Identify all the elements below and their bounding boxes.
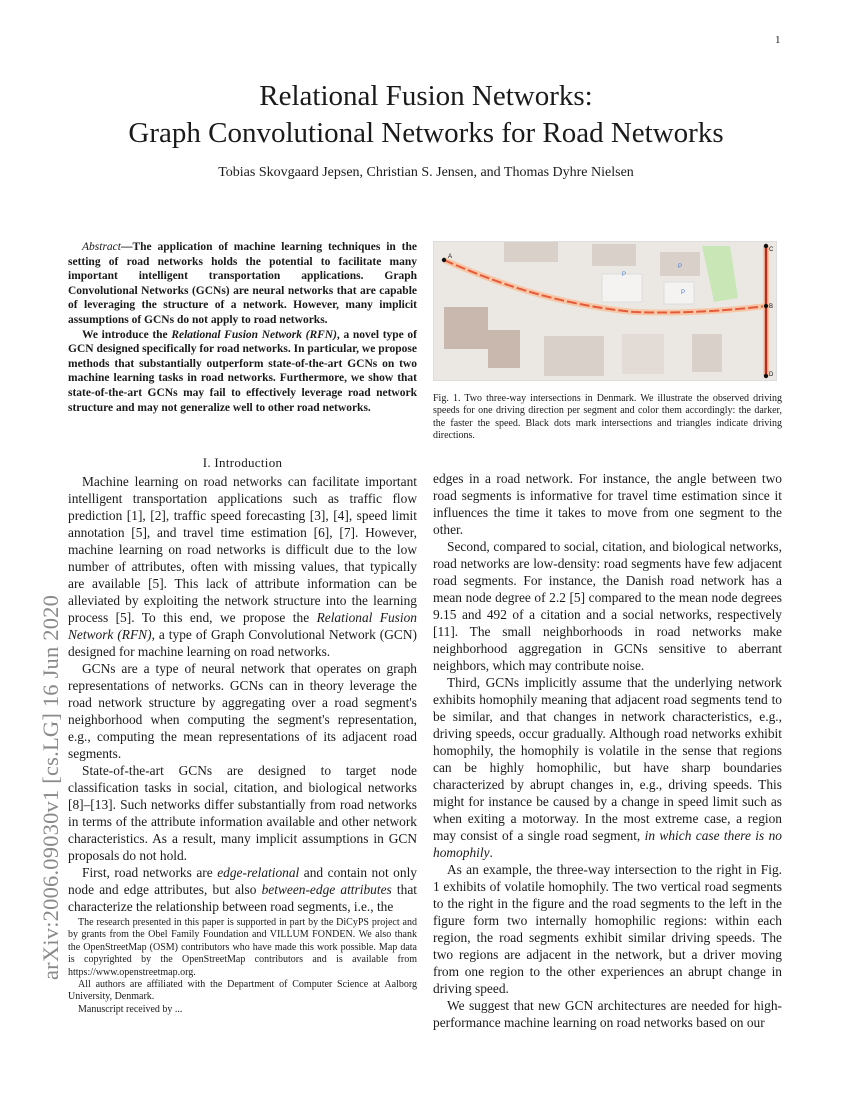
footnotes <box>68 917 417 1016</box>
abstract-paragraph-2 <box>68 328 417 416</box>
abstract-text-1: —The application of machine learning techniques in the setting of road networks holds the potential to facilitate many important intelligent transportation applications. Graph Convolutional Networks (GCNs) are neural networks that are capable of leveraging the structure of a network. However, many implicit assumptions of GCNs do not apply to road networks. <box>68 241 417 326</box>
body-paragraph: We suggest that new GCN architectures are needed for high-performance machine learning on road networks based on our <box>433 998 782 1030</box>
intersection-dot <box>764 374 768 378</box>
author-list: Tobias Skovgaard Jepsen, Christian S. Jensen, and Thomas Dyhre Nielsen <box>218 165 634 180</box>
intersection-dot <box>764 244 768 248</box>
abstract-label: Abstract <box>82 241 121 253</box>
building-shape <box>444 307 488 349</box>
body-paragraph: edges in a road network. For instance, the angle between two road segments is informative for travel time estimation since it influences the time it takes to move from one segment to the other. <box>433 471 782 537</box>
parking-label: P <box>622 272 627 278</box>
footnote-funding: The research presented in this paper is supported in part by the DiCyPS project and by grants from the Obel Family Foundation and VILLUM FONDEN. We also thank the OpenStreetMap (OSM) contributors who have made this work possible. Map data is copyrighted by the OpenStreetMap contributors and is available from https://www.openstreetmap.org. <box>68 917 417 978</box>
building-shape <box>692 334 722 372</box>
building-shape <box>504 242 558 262</box>
node-label-a: A <box>448 254 453 260</box>
abstract-text-2a: We introduce the <box>82 328 172 341</box>
body-text: . <box>489 845 493 860</box>
body-text: and contain not only node and edge attributes, but also <box>68 865 417 897</box>
abstract-emphasis: Relational Fusion Network (RFN) <box>171 328 337 341</box>
footnote-affiliation: All authors are affiliated with the Department of Computer Science at Aalborg University, Denmark. <box>68 979 417 1003</box>
left-column-body <box>68 473 417 915</box>
title-line-2: Graph Convolutional Networks for Road Networks <box>128 117 724 149</box>
footnote-manuscript: Manuscript received by ... <box>78 1003 183 1015</box>
parking-area <box>664 282 694 304</box>
building-shape <box>488 330 520 368</box>
node-label-d: D <box>769 372 774 378</box>
road-map-graphic <box>434 242 776 380</box>
body-text: Third, GCNs implicitly assume that the underlying network exhibits homophily meaning that adjacent road segments tend to be similar, and that changes in network characteristics, e.g., driving speeds, occur gradually. Although road networks exhibit homophily, the homophily is volatile in the sense that regions can be highly homophilic, but have sharp boundaries characterized by abrupt changes in, e.g., driving speeds. This might for instance be caused by a change in speed limit such as when exiting a motorway. In the most extreme case, a region may consist of a single road segment, <box>433 675 782 843</box>
parking-area <box>602 274 642 302</box>
building-shape <box>622 334 664 374</box>
building-shape <box>544 336 604 376</box>
body-emphasis: in which case there is no homophily <box>433 828 782 860</box>
figure-1-map <box>433 241 777 381</box>
arxiv-identifier: arXiv:2006.09030v1 [cs.LG] 16 Jun 2020 <box>38 594 63 980</box>
intersection-dot <box>764 304 768 308</box>
body-paragraph <box>68 864 417 915</box>
intersection-dot <box>442 258 446 262</box>
body-paragraph: As an example, the three-way intersection to the right in Fig. 1 exhibits of volatile homophily. The two vertical road segments to the right in the figure and the road segments to the left in the figure form two internally homophilic regions: within each region, the road segments exhibit similar driving speeds. The two regions are adjacent in the network, but a driver moving from one region to the other experiences an abrupt change in driving speed. <box>433 862 782 996</box>
paper-title <box>70 78 782 152</box>
body-text: that characterize the relationship between road segments, i.e., the <box>68 882 417 914</box>
body-text: First, road networks are <box>82 865 218 880</box>
body-text: Machine learning on road networks can facilitate important intelligent transportation applications such as traffic flow prediction [1], [2], traffic speed forecasting [3], [4], speed limit annotation [5], and travel time estimation [6], [7]. However, machine learning on road networks is difficult due to the low number of attributes, often with missing values, that typically are available [5]. This lack of attribute information can be alleviated by exploiting the network structure into the learning process [5]. To this end, we propose the <box>68 474 417 625</box>
body-emphasis: Relational Fusion Network (RFN) <box>68 610 417 642</box>
body-paragraph: State-of-the-art GCNs are designed to target node classification tasks in social, citation, and biological networks [8]–[13]. Such networks differ substantially from road networks in terms of the attribute information available and other network characteristics. As a result, many implicit assumptions in GCN proposals do not hold. <box>68 763 417 863</box>
body-paragraph: GCNs are a type of neural network that operates on graph representations of networks. GCNs can in theory leverage the road network structure by aggregating over a road segment's neighborhood when computing the segment's representation, e.g., computing the mean representations of its adjacent road segments. <box>68 661 417 761</box>
body-paragraph <box>433 674 782 861</box>
building-shape <box>592 244 636 266</box>
abstract <box>68 240 417 415</box>
parking-label: P <box>678 264 683 270</box>
node-label-c: C <box>769 247 774 253</box>
body-paragraph <box>68 473 417 660</box>
title-line-1: Relational Fusion Networks: <box>259 80 593 112</box>
node-label-b: B <box>769 304 774 310</box>
figure-1-caption: Fig. 1. Two three-way intersections in Denmark. We illustrate the observed driving speeds for one driving direction per segment and color them accordingly: the darker, the faster the speed. Black dots mark intersections and triangles indicate driving directions. <box>433 393 782 442</box>
body-text: , a type of Graph Convolutional Network (GCN) designed for machine learning on road networks. <box>68 627 417 659</box>
abstract-text-2b: , a novel type of GCN designed specifically for road networks. In particular, we propose methods that substantially outperform state-of-the-art GCNs on two machine learning tasks in road networks. Furthermore, we show that state-of-the-art GCNs may fail to effectively leverage road network structure and may not generalize well to other road networks. <box>68 328 418 414</box>
section-heading-introduction: I. Introduction <box>202 455 283 470</box>
body-paragraph: Second, compared to social, citation, and biological networks, road networks are low-density: road segments have few adjacent road segments. For instance, the Danish road network has a mean node degree of 2.2 [5] compared to the mean node degrees 9.15 and 492 of a citation and a social networks, respectively [11]. The small neighborhoods in road networks make neighborhood aggregation in GCNs sensitive to aberrant neighbors, which may contribute noise. <box>433 539 782 673</box>
page-number: 1 <box>775 34 781 46</box>
right-column-body <box>433 470 782 1031</box>
parking-label: P <box>681 290 686 296</box>
body-emphasis: edge-relational <box>217 865 300 880</box>
abstract-paragraph-1 <box>68 240 417 328</box>
body-emphasis: between-edge attributes <box>261 882 392 897</box>
